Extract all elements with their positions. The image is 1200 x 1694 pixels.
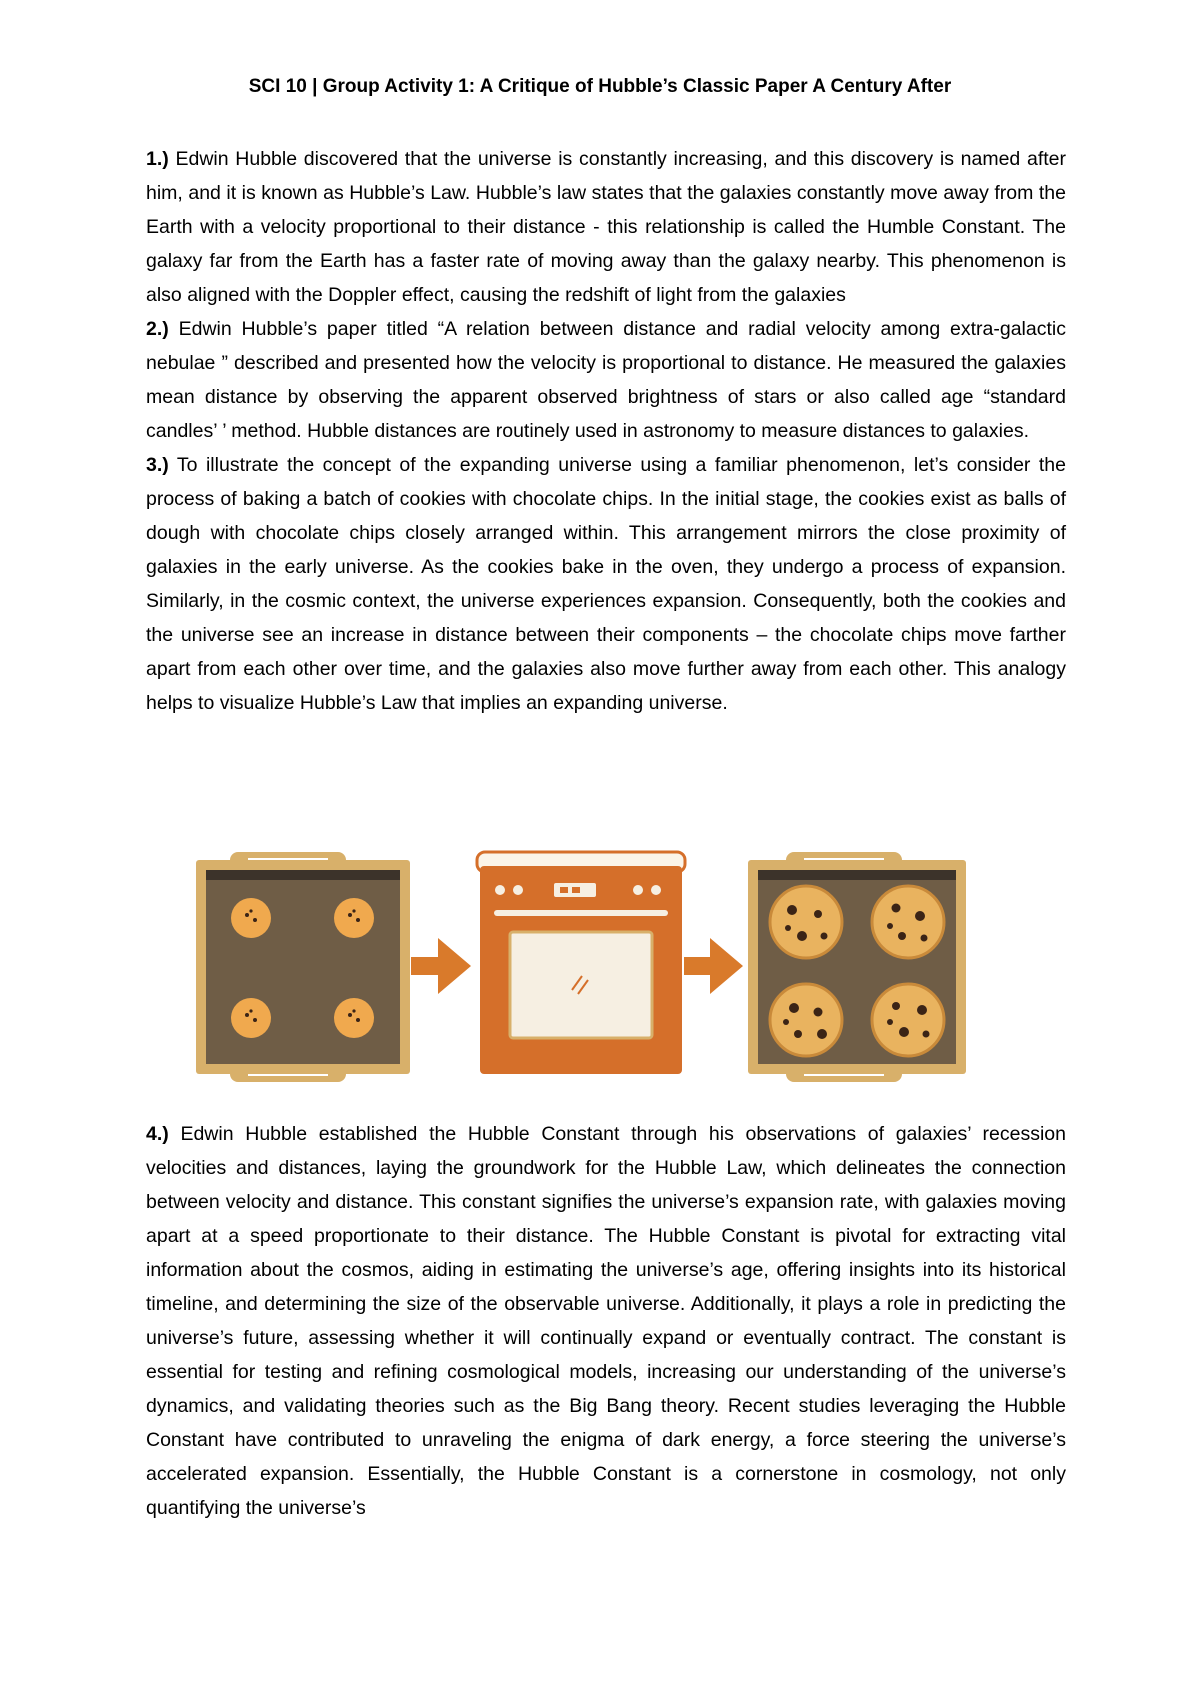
- list-item: [146, 312, 1066, 448]
- text-block-top: [146, 142, 1066, 720]
- item-number: 1.): [146, 148, 169, 170]
- arrow-right-icon: [411, 938, 471, 994]
- item-text: To illustrate the concept of the expanding universe using a familiar phenomenon, let’s consider the process of baking a batch of cookies with chocolate chips. In the initial stage, the cookies exist as balls of dough with chocolate chips closely arranged within. This arrangement mirrors the close proximity of galaxies in the early universe. As the cookies bake in the oven, they undergo a process of expansion. Similarly, in the cosmic context, the universe experiences expansion. Consequently, both the cookies and the universe see an increase in distance between their components – the chocolate chips move farther apart from each other over time, and the galaxies also move further away from each other. This analogy helps to visualize Hubble’s Law that implies an expanding universe.: [146, 454, 1066, 714]
- dough-ball: [334, 898, 374, 938]
- item-number: 2.): [146, 318, 169, 340]
- list-item: [146, 448, 1066, 720]
- baked-cookie: [770, 984, 842, 1056]
- cookie-baking-illustration: [196, 840, 966, 1090]
- item-text: Edwin Hubble discovered that the universe is constantly increasing, and this discovery is named after him, and it is known as Hubble’s Law. Hubble’s law states that the galaxies constantly move away from the Earth with a velocity proportional to their distance - this relationship is called the Humble Constant. The galaxy far from the Earth has a faster rate of moving away than the galaxy nearby. This phenomenon is also aligned with the Doppler effect, causing the redshift of light from the galaxies: [146, 148, 1066, 306]
- dough-tray: [196, 852, 410, 1082]
- oven-window: [510, 932, 652, 1038]
- oven: [477, 852, 685, 1074]
- baked-cookie-tray: [748, 852, 966, 1082]
- item-text: Edwin Hubble established the Hubble Constant through his observations of galaxies’ recession velocities and distances, laying the groundwork for the Hubble Law, which delineates the connection between velocity and distance. This constant signifies the universe’s expansion rate, with galaxies moving apart at a speed proportionate to their distance. The Hubble Constant is pivotal for extracting vital information about the cosmos, aiding in estimating the universe’s age, offering insights into its historical timeline, and determining the size of the observable universe. Additionally, it plays a role in predicting the universe’s future, assessing whether it will continually expand or eventually contract. The constant is essential for testing and refining cosmological models, increasing our understanding of the universe’s dynamics, and validating theories such as the Big Bang theory. Recent studies leveraging the Hubble Constant have contributed to unraveling the enigma of dark energy, a force steering the universe’s accelerated expansion. Essentially, the Hubble Constant is a cornerstone in cosmology, not only quantifying the universe’s: [146, 1123, 1066, 1519]
- arrow-right-icon: [684, 938, 743, 994]
- dough-ball: [334, 998, 374, 1038]
- baked-cookie: [770, 886, 842, 958]
- dough-ball: [231, 898, 271, 938]
- baked-cookie: [872, 984, 944, 1056]
- item-number: 3.): [146, 454, 169, 476]
- baked-cookie: [872, 886, 944, 958]
- text-block-bottom: [146, 1117, 1066, 1525]
- list-item: [146, 1117, 1066, 1525]
- list-item: [146, 142, 1066, 312]
- page-title: SCI 10 | Group Activity 1: A Critique of Hubble’s Classic Paper A Century After: [248, 76, 952, 97]
- item-text: Edwin Hubble’s paper titled “A relation between distance and radial velocity among extra-galactic nebulae ” described and presented how the velocity is proportional to distance. He measured the galaxies mean distance by observing the apparent observed brightness of stars or also called age “standard candles’ ’ method. Hubble distances are routinely used in astronomy to measure distances to galaxies.: [146, 318, 1066, 442]
- item-number: 4.): [146, 1123, 169, 1145]
- dough-ball: [231, 998, 271, 1038]
